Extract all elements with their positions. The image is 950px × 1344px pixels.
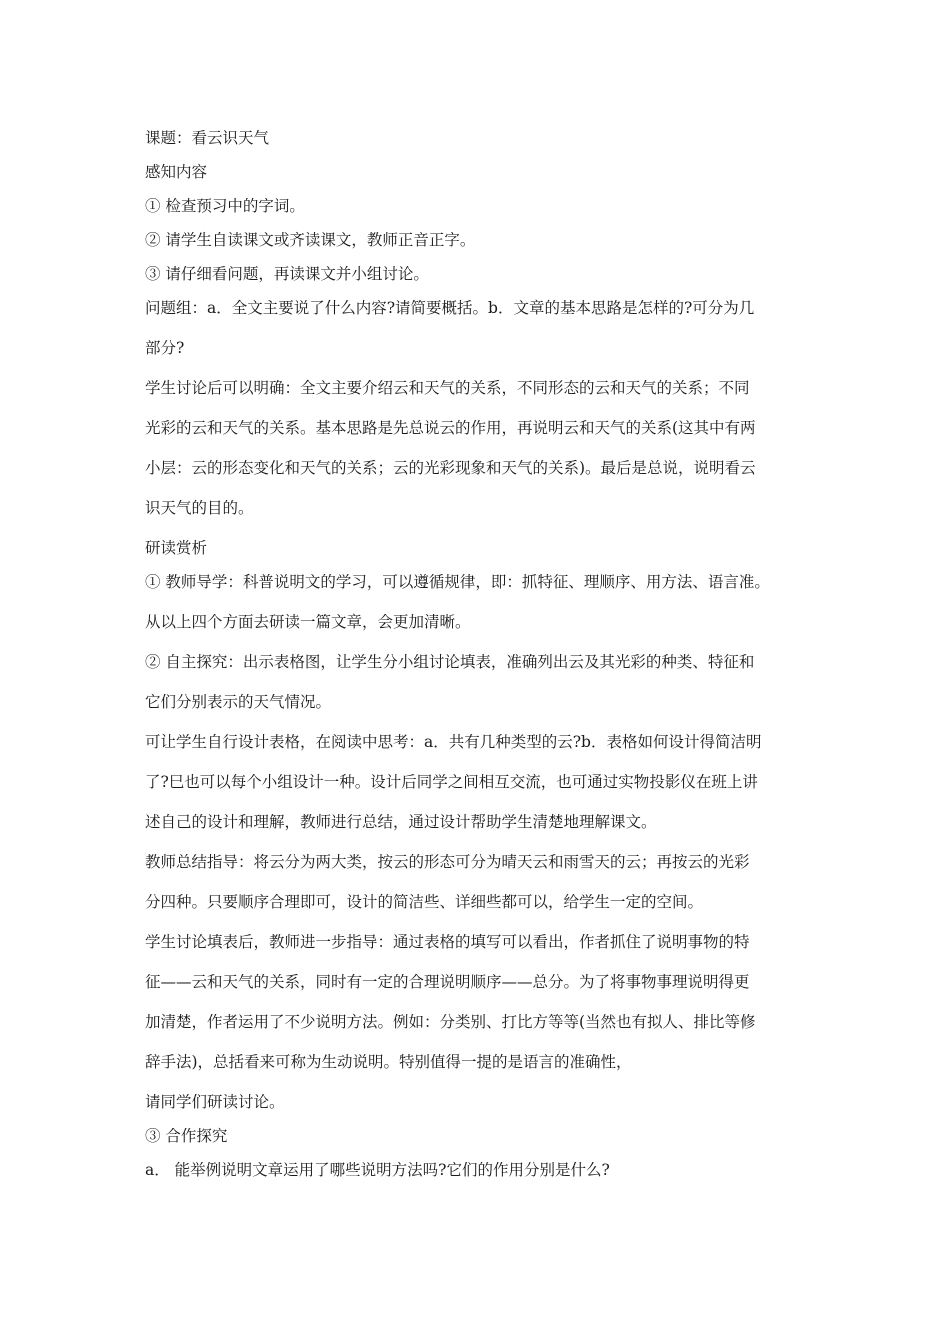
list-item: ② 请学生自读课文或齐读课文，教师正音正字。	[145, 231, 476, 249]
paragraph-line: ① 教师导学：科普说明文的学习，可以遵循规律，即：抓特征、理顺序、用方法、语言准。	[145, 573, 770, 591]
paragraph-line: 分四种。只要顺序合理即可，设计的简洁些、详细些都可以，给学生一定的空间。	[145, 893, 704, 911]
paragraph-line: 教师总结指导：将云分为两大类，按云的形态可分为晴天云和雨雪天的云；再按云的光彩	[145, 853, 750, 871]
paragraph-line: 述自己的设计和理解，教师进行总结，通过设计帮助学生清楚地理解课文。	[145, 813, 657, 831]
paragraph-line: 从以上四个方面去研读一篇文章，会更加清晰。	[145, 613, 471, 631]
paragraph-line: 小层：云的形态变化和天气的关系；云的光彩现象和天气的关系)。最后是总说，说明看云	[145, 459, 756, 477]
paragraph-line: 可让学生自行设计表格，在阅读中思考：a．共有几种类型的云?b．表格如何设计得简洁明	[145, 733, 762, 751]
paragraph-line: 了?巳也可以每个小组设计一种。设计后同学之间相互交流，也可通过实物投影仪在班上讲	[145, 773, 758, 791]
paragraph-line: 光彩的云和天气的关系。基本思路是先总说云的作用，再说明云和天气的关系(这其中有两	[145, 419, 756, 437]
section-heading-perception: 感知内容	[145, 163, 208, 181]
paragraph-line: 问题组：a．全文主要说了什么内容?请简要概括。b．文章的基本思路是怎样的?可分为几	[145, 299, 755, 317]
question-item: a． 能举例说明文章运用了哪些说明方法吗?它们的作用分别是什么?	[145, 1161, 610, 1179]
list-item: ③ 请仔细看问题，再读课文并小组讨论。	[145, 265, 429, 283]
paragraph-line: 加清楚，作者运用了不少说明方法。例如：分类别、打比方等等(当然也有拟人、排比等修	[145, 1013, 756, 1031]
section-heading-cooperation: ③ 合作探究	[145, 1127, 228, 1145]
list-item: ① 检查预习中的字词。	[145, 197, 305, 215]
section-heading-analysis: 研读赏析	[145, 539, 208, 557]
paragraph-line: 征——云和天气的关系，同时有一定的合理说明顺序——总分。为了将事物事理说明得更	[145, 973, 750, 991]
paragraph-line: 学生讨论填表后，教师进一步指导：通过表格的填写可以看出，作者抓住了说明事物的特	[145, 933, 750, 951]
lesson-title: 课题：看云识天气	[145, 129, 270, 147]
paragraph-line: 部分?	[145, 339, 185, 357]
paragraph-line: 请同学们研读讨论。	[145, 1093, 285, 1111]
paragraph-line: 学生讨论后可以明确：全文主要介绍云和天气的关系，不同形态的云和天气的关系；不同	[145, 379, 750, 397]
paragraph-line: ② 自主探究：出示表格图，让学生分小组讨论填表，准确列出云及其光彩的种类、特征和	[145, 653, 755, 671]
paragraph-line: 识天气的目的。	[145, 499, 254, 517]
paragraph-line: 它们分别表示的天气情况。	[145, 693, 332, 711]
document-body	[145, 125, 810, 1191]
paragraph-line: 辞手法)，总括看来可称为生动说明。特别值得一提的是语言的准确性，	[145, 1053, 632, 1071]
